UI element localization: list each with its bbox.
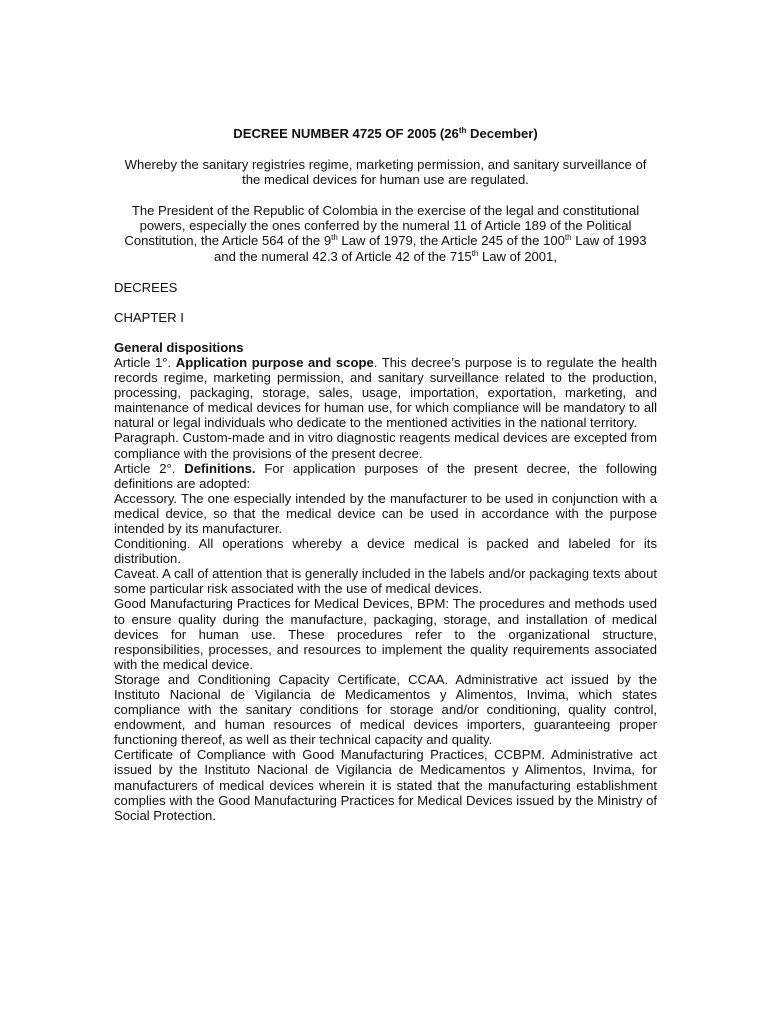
section-heading: General dispositions xyxy=(114,339,244,355)
chapter-label: CHAPTER I xyxy=(114,309,184,325)
article-1 xyxy=(114,355,657,430)
article-2-title: Definitions. xyxy=(184,460,256,476)
article-1-text: . This decree’s purpose is to regulate the health records regime, marketing permission, and sanitary surveillance related to the production, processing, packaging, storage, sales, usage, importation, exportation, marketing, and maintenance of medical devices for human use, for which compliance will be mandatory to all natural or legal individuals who dedicate to the mentioned activities in the national territory. xyxy=(114,354,658,431)
definition-conditioning: Conditioning. All operations whereby a device medical is packed and labeled for its distribution. xyxy=(114,536,657,567)
preamble-sup: th xyxy=(331,233,338,243)
preamble-sup: th xyxy=(471,248,479,258)
article-1-title: Application purpose and scope xyxy=(175,354,374,370)
definition-ccbpm: Certificate of Compliance with Good Manufacturing Practices, CCBPM. Administrative act issued by the Instituto Nacional de Vigilancia de Medicamentos y Alimentos, Invima, for manufacturers of medical devices wherein it is stated that the manufacturing establishment complies with the Good Manufacturing Practices for Medical Devices issued by the Ministry of Social Protection. xyxy=(114,747,657,823)
preamble-part: Law of 1979, the Article 245 of the 100 xyxy=(337,233,565,249)
decrees-label: DECREES xyxy=(114,279,178,295)
definition-ccaa: Storage and Conditioning Capacity Certificate, CCAA. Administrative act issued by the Instituto Nacional de Vigilancia de Medicamentos y Alimentos, Invima, which states compliance with the sanitary conditions for storage and/or conditioning, quality control, endowment, and human resources of medical devices importers, guaranteeing proper functioning thereof, as well as their technical capacity and quality. xyxy=(114,671,657,748)
preamble-part: Law of 2001, xyxy=(478,248,557,264)
decree-preamble xyxy=(114,203,657,263)
definition-bpm: Good Manufacturing Practices for Medical Devices, BPM: The procedures and methods used to ensure quality during the manufacture, packaging, storage, and installation of medical devices for human use. These procedures refer to the organizational structure, responsibilities, processes, and resources to implement the quality requirements associated with the medical device. xyxy=(114,596,657,672)
definition-accessory: Accessory. The one especially intended by the manufacturer to be used in conjunction with a medical device, so that the medical device can be used in accordance with the purpose intended by its manufacturer. xyxy=(114,490,657,536)
decree-title-sup: th xyxy=(458,126,467,135)
article-2-label: Article 2°. xyxy=(114,460,185,476)
article-2-text: For application purposes of the present decree, the following definitions are adopted: xyxy=(114,460,657,491)
definition-caveat: Caveat. A call of attention that is generally included in the labels and/or packaging texts about some particular risk associated with the use of medical devices. xyxy=(114,566,657,597)
decree-title xyxy=(114,126,657,141)
preamble-part: Law of 1993 and the numeral 42.3 of Article 42 of the 715 xyxy=(214,233,647,264)
preamble-sup: th xyxy=(564,233,572,243)
decree-title-text: DECREE NUMBER 4725 OF 2005 (26 xyxy=(233,126,459,141)
preamble-part: The President of the Republic of Colombia in the exercise of the legal and constitutional powers, especially the ones conferred by the numeral 11 of Article 189 of the Political Constitution, the Article 564 of the 9 xyxy=(124,203,640,249)
paragraph-1: Paragraph. Custom-made and in vitro diagnostic reagents medical devices are excepted from compliance with the provisions of the present decree. xyxy=(114,430,657,461)
decree-title-text-end: December) xyxy=(466,126,538,141)
article-2 xyxy=(114,461,657,491)
decree-intro: Whereby the sanitary registries regime, marketing permission, and sanitary surveillance of the medical devices for human use are regulated. xyxy=(124,157,647,188)
article-1-label: Article 1°. xyxy=(114,354,176,370)
